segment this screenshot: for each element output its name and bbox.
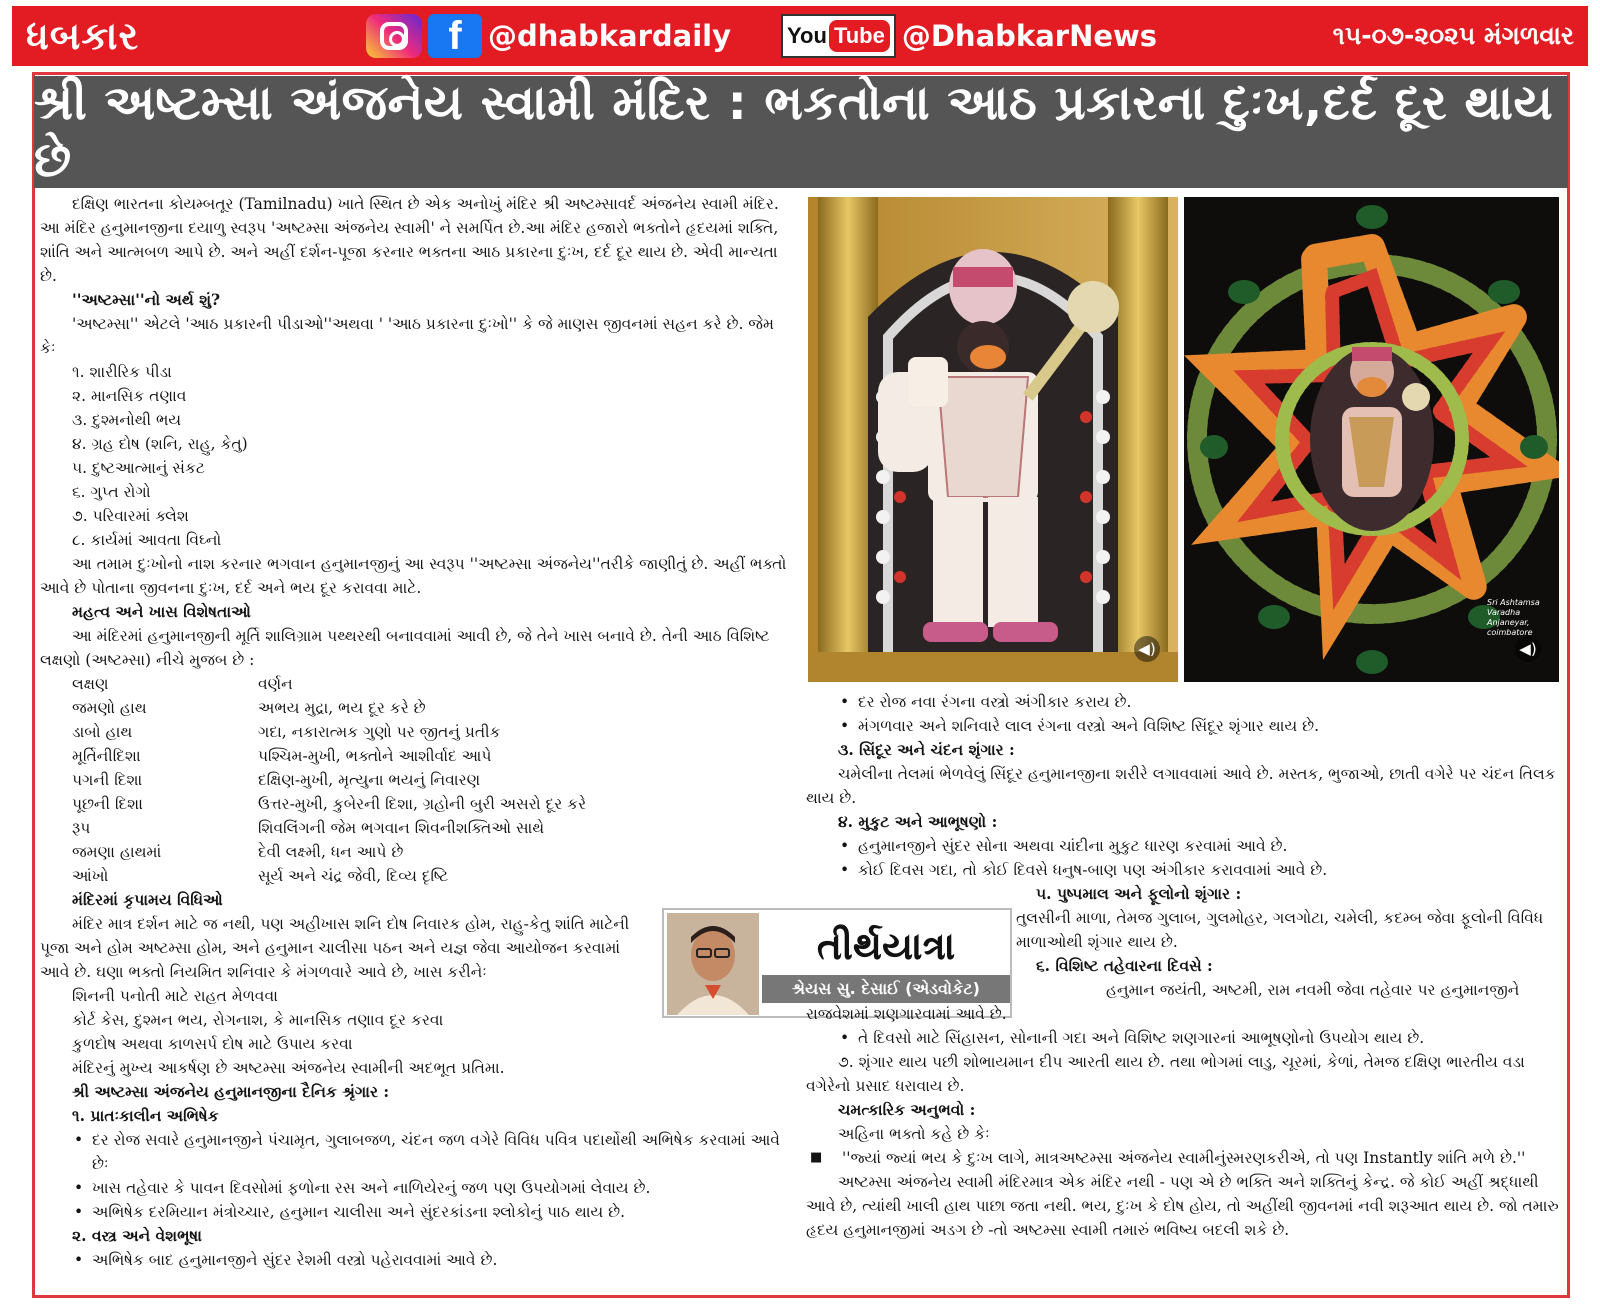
rituals-heading: મંદિરમાં કૃપામય વિધિઓ bbox=[72, 890, 223, 909]
quote-paragraph: ■ ''જ્યાં જ્યાં ભય કે દુઃખ લાગે, માત્રઅષ્ટમ્સા અંજનેય સ્વામીનુંસ્મરણકરીએ, તો પણ Instantly શાંતિ મળે છે.'' bbox=[806, 1146, 1560, 1170]
speaker-icon[interactable]: ◀) bbox=[1134, 636, 1160, 662]
table-header: લક્ષણ bbox=[72, 675, 109, 693]
fruit-decoration-photo bbox=[1184, 197, 1559, 682]
rituals-item: શિનની પનોતી માટે રાહત મેળવવા bbox=[72, 987, 278, 1005]
instagram-icon[interactable] bbox=[366, 14, 422, 58]
youtube-handle[interactable]: @DhabkarNews bbox=[901, 19, 1158, 53]
table-cell: જમણો હાથ bbox=[72, 699, 147, 717]
table-cell: અભય મુદ્રા, ભય દૂર કરે છે bbox=[258, 699, 426, 717]
meaning-paragraph: 'અષ્ટમ્સા'' એટલે 'આઠ પ્રકારની પીડાઓ''અથવા ' 'આઠ પ્રકારના દુઃખો'' કે જે માણસ જીવનમાં સહન કરે છે. જેમ કેઃ bbox=[40, 315, 774, 357]
facebook-icon[interactable]: f bbox=[428, 14, 482, 58]
list-item: ૨. માનસિક તણાવ bbox=[72, 387, 187, 405]
bullet-item: • દર રોજ સવારે હનુમાનજીને પંચામૃત, ગુલાબજળ, ચંદન જળ વગેરે વિવિધ પવિત્ર પદાર્થોથી અભિષેક કરવામાં આવે છેઃ bbox=[40, 1128, 792, 1176]
table-cell: આંખો bbox=[72, 867, 109, 885]
morning-heading: ૧. પ્રાતઃકાલીન અભિષેક bbox=[72, 1106, 219, 1125]
bullet-item: • દર રોજ નવા રંગના વસ્ત્રો અંગીકાર કરાય છે. bbox=[806, 690, 1560, 714]
table-cell: પશ્ચિમ-મુખી, ભક્તોને આશીર્વાદ આપે bbox=[258, 747, 492, 765]
list-item: ૭. પરિવારમાં ક્લેશ bbox=[72, 507, 189, 525]
social-handle[interactable]: @dhabkardaily bbox=[488, 19, 732, 53]
list-item: ૫. દુષ્ટઆત્માનું સંકટ bbox=[72, 459, 205, 477]
features-paragraph: આ મંદિરમાં હનુમાનજીની મૂર્તિ શાલિગ્રામ પથ્થરથી બનાવવામાં આવી છે, જે તેને ખાસ બનાવે છે. તેની આઠ વિશિષ્ટ લક્ષણો (અષ્ટમ્સા) નીચે મુજબ છે : bbox=[40, 627, 770, 669]
flowers-heading: ૫. પુષ્પમાલ અને ફૂલોનો શૃંગાર : bbox=[1036, 884, 1242, 903]
dress-heading: ૨. વસ્ત્ર અને વેશભૂષા bbox=[72, 1226, 202, 1245]
speaker-icon[interactable]: ◀) bbox=[1515, 636, 1541, 662]
social-links bbox=[366, 14, 1157, 58]
table-cell: દક્ષિણ-મુખી, મૃત્યુના ભયનું નિવારણ bbox=[258, 771, 481, 789]
flowers-paragraph: તુલસીની માળા, તેમજ ગુલાબ, ગુલમોહર, ગલગોટા, ચમેલી, કદમ્બ જેવા ફૂલોની વિવિધ માળાઓથી શૃંગાર થાય છે. bbox=[1016, 909, 1544, 951]
hanuman-idol-photo bbox=[808, 197, 1178, 682]
rituals-item: કોર્ટ કેસ, દુશ્મન ભય, રોગનાશ, કે માનસિક તણાવ દૂર કરવા bbox=[72, 1011, 444, 1029]
youtube-tube: Tube bbox=[829, 20, 890, 52]
bullet-item: • હનુમાનજીને સુંદર સોના અથવા ચાંદીના મુકુટ ધારણ કરવામાં આવે છે. bbox=[806, 834, 1560, 858]
table-header-row bbox=[72, 672, 586, 696]
list-item: ૬. ગુપ્ત રોગો bbox=[72, 483, 151, 501]
aarti-paragraph: ૭. શૃંગાર થાય પછી શોભાયમાન દીપ આરતી થાય છે. તથા ભોગમાં લાડુ, ચૂરમાં, કેળાં, તેમજ દક્ષિણ ભારતીય વડા વગેરેનો પ્રસાદ ધરાવાય છે. bbox=[806, 1053, 1525, 1095]
rituals-item: મંદિરનું મુખ્ય આકર્ષણ છે અષ્ટમ્સા અંજનેય સ્વામીની અદભૂત પ્રતિમા. bbox=[72, 1059, 505, 1077]
left-column bbox=[40, 192, 792, 1272]
table-cell: દેવી લક્ષ્મી, ધન આપે છે bbox=[258, 843, 404, 861]
table-cell: જમણા હાથમાં bbox=[72, 843, 162, 861]
list-item: ૪. ગ્રહ દોષ (શનિ, રાહુ, કેતુ) bbox=[72, 435, 248, 453]
author-avatar bbox=[667, 913, 759, 1015]
list-item: ૧. શારીરિક પીડા bbox=[72, 363, 172, 381]
table-row bbox=[72, 744, 586, 768]
table-cell: પગની દિશા bbox=[72, 771, 143, 789]
table-cell: મૂર્તિનીદિશા bbox=[72, 747, 141, 765]
miracle-heading: ચમત્કારિક અનુભવો : bbox=[838, 1100, 976, 1119]
bullet-item: • તે દિવસો માટે સિંહાસન, સોનાની ગદા અને વિશિષ્ટ શણગારનાં આભૂષણોનો ઉપયોગ થાય છે. bbox=[806, 1026, 1560, 1050]
meaning-heading: ''અષ્ટમ્સા''નો અર્થ શું? bbox=[72, 290, 221, 309]
miracle-intro: અહિના ભક્તો કહે છે કેઃ bbox=[838, 1125, 990, 1143]
article-headline: શ્રી અષ્ટમ્સા અંજનેય સ્વામી મંદિર : ભકતોના આઠ પ્રકારના દુઃખ,દર્દ દૂર થાય છે bbox=[34, 76, 1568, 188]
table-cell: ડાબો હાથ bbox=[72, 723, 133, 741]
bullet-item: • ખાસ તહેવાર કે પાવન દિવસોમાં ફળોના રસ અને નાળિયેરનું જળ પણ ઉપયોગમાં લેવાય છે. bbox=[40, 1176, 792, 1200]
features-heading: મહત્વ અને ખાસ વિશેષતાઓ bbox=[72, 602, 251, 621]
youtube-you: You bbox=[787, 23, 827, 48]
table-row bbox=[72, 816, 586, 840]
crown-heading: ૪. મુકુટ અને આભૂષણો : bbox=[838, 812, 998, 831]
youtube-icon[interactable] bbox=[781, 14, 896, 58]
table-cell: રૂપ bbox=[72, 819, 91, 837]
table-row bbox=[72, 720, 586, 744]
intro-paragraph: દક્ષિણ ભારતના કોયમ્બતૂર (Tamilnadu) ખાતે સ્થિત છે એક અનોખું મંદિર શ્રી અષ્ટમ્સાવર્દ અંજનેય સ્વામી મંદિર. આ મંદિર હનુમાનજીના દયાળુ સ્વરૂપ 'અષ્ટમ્સા અંજનેય સ્વામી' ને સમર્પિત છે.આ મંદિર હજારો ભક્તોને હૃદયમાં શક્તિ, શાંતિ અને આત્મબળ આપે છે. અને અહીં દર્શન-પૂજા કરનાર ભક્તના આઠ પ્રકારના દુઃખ, દર્દ દૂર થાય છે. એવી માન્યતા છે. bbox=[40, 195, 779, 285]
issue-date: ૧૫-૦૭-૨૦૨૫ મંગળવાર bbox=[1332, 21, 1574, 50]
table-header: વર્ણન bbox=[258, 675, 293, 693]
masthead bbox=[12, 6, 1588, 66]
table-cell: શિવલિંગની જેમ ભગવાન શિવનીશક્તિઓ સાથે bbox=[258, 819, 545, 837]
list-item: ૮. કાર્યમાં આવતા વિઘ્નો bbox=[72, 531, 222, 549]
table-row bbox=[72, 864, 586, 888]
table-row bbox=[72, 792, 586, 816]
festival-paragraph: હનુમાન જયંતી, અષ્ટમી, રામ નવમી જેવા તહેવાર પર હનુમાનજીને રાજવેશમાં શણગારવામાં આવે છે. bbox=[806, 981, 1520, 1023]
after-list-paragraph: આ તમામ દુઃખોનો નાશ કરનાર ભગવાન હનુમાનજીનું આ સ્વરૂપ ''અષ્ટમ્સા અંજનેય''તરીકે જાણીતું છે. અહીં ભક્તો આવે છે પોતાના જીવનના દુઃખ, દર્દ અને ભય દૂર કરાવવા માટે. bbox=[40, 555, 787, 597]
table-cell: ઉત્તર-મુખી, કુબેરની દિશા, ગ્રહોની બુરી અસરો દૂર કરે bbox=[258, 795, 587, 813]
column-title: તીર્થયાત્રા bbox=[816, 923, 956, 968]
table-cell: સૂર્ય અને ચંદ્ર જેવી, દિવ્ય દૃષ્ટિ bbox=[258, 867, 449, 885]
table-row bbox=[72, 696, 586, 720]
closing-paragraph: અષ્ટમ્સા અંજનેય સ્વામી મંદિરમાત્ર એક મંદિર નથી - પણ એ છે ભક્તિ અને શક્તિનું કેન્દ્ર. જે કોઈ અહીં શ્રદ્ધાથી આવે છે, ત્યાંથી ખાલી હાથ પાછા જતા નથી. ભય, દુઃખ કે દોષ હોય, તો અહીંથી જીવનમાં નવી શરૂઆત થાય છે. જો તમારુ હૃદય હનુમાનજીમાં અડગ છે -તો અષ્ટમ્સા સ્વામી તમારું ભવિષ્ય બદલી શકે છે. bbox=[806, 1173, 1559, 1239]
features-table bbox=[72, 672, 586, 888]
table-cell: ગદા, નકારાત્મક ગુણો પર જીતનું પ્રતીક bbox=[258, 723, 501, 741]
sindoor-paragraph: ચમેલીના તેલમાં ભેળવેલું સિંદૂર હનુમાનજીના શરીરે લગાવવામાં આવે છે. મસ્તક, ભુજાઓ, છાતી વગેરે પર ચંદન તિલક થાય છે. bbox=[806, 765, 1556, 807]
column-author: શ્રેયસ સુ. દેસાઈ (એડવોકેટ) bbox=[762, 975, 1010, 1003]
rituals-paragraph: મંદિર માત્ર દર્શન માટે જ નથી, પણ અહીખાસ શનિ દોષ નિવારક હોમ, રાહુ-કેતુ શાંતિ માટેની પૂજા અને હોમ અષ્ટમ્સા હોમ, અને હનુમાન ચાલીસા પઠન અને યજ્ઞ જેવા આયોજન કરવામાં આવે છે. ઘણા ભક્તો નિયમિત શનિવાર કે મંગળવારે આવે છે, ખાસ કરીનેઃ bbox=[40, 915, 630, 981]
festival-heading: ૬. વિશિષ્ટ તહેવારના દિવસે : bbox=[1036, 956, 1213, 975]
right-column bbox=[806, 690, 1560, 1242]
bullet-item: • અભિષેક દરમિયાન મંત્રોચ્ચાર, હનુમાન ચાલીસા અને સુંદરકાંડના શ્લોકોનું પાઠ થાય છે. bbox=[40, 1200, 792, 1224]
list-item: ૩. દુશ્મનોથી ભય bbox=[72, 411, 182, 429]
rituals-item: કુળદોષ અથવા કાળસર્પ દોષ માટે ઉપાય કરવા bbox=[72, 1035, 353, 1053]
table-row bbox=[72, 840, 586, 864]
table-row bbox=[72, 768, 586, 792]
photo-caption: Sri Ashtamsa Varadha Anjaneyar, coimbatore bbox=[1487, 598, 1540, 637]
bullet-item: • અભિષેક બાદ હનુમાનજીને સુંદર રેશમી વસ્ત્રો પહેરાવવામાં આવે છે. bbox=[40, 1248, 792, 1272]
daily-heading: શ્રી અષ્ટમ્સા અંજનેય હનુમાનજીના દૈનિક શ્રૃંગાર : bbox=[72, 1082, 390, 1101]
bullet-item: • કોઈ દિવસ ગદા, તો કોઈ દિવસે ધનુષ-બાણ પણ અંગીકાર કરાવવામાં આવે છે. bbox=[806, 858, 1560, 882]
bullet-item: • મંગળવાર અને શનિવારે લાલ રંગના વસ્ત્રો અને વિશિષ્ટ સિંદૂર શૃંગાર થાય છે. bbox=[806, 714, 1560, 738]
table-cell: પૂછની દિશા bbox=[72, 795, 143, 813]
sindoor-heading: ૩. સિંદૂર અને ચંદન શૃંગાર : bbox=[838, 740, 1015, 759]
brand-logo: ધબકાર bbox=[26, 13, 140, 58]
